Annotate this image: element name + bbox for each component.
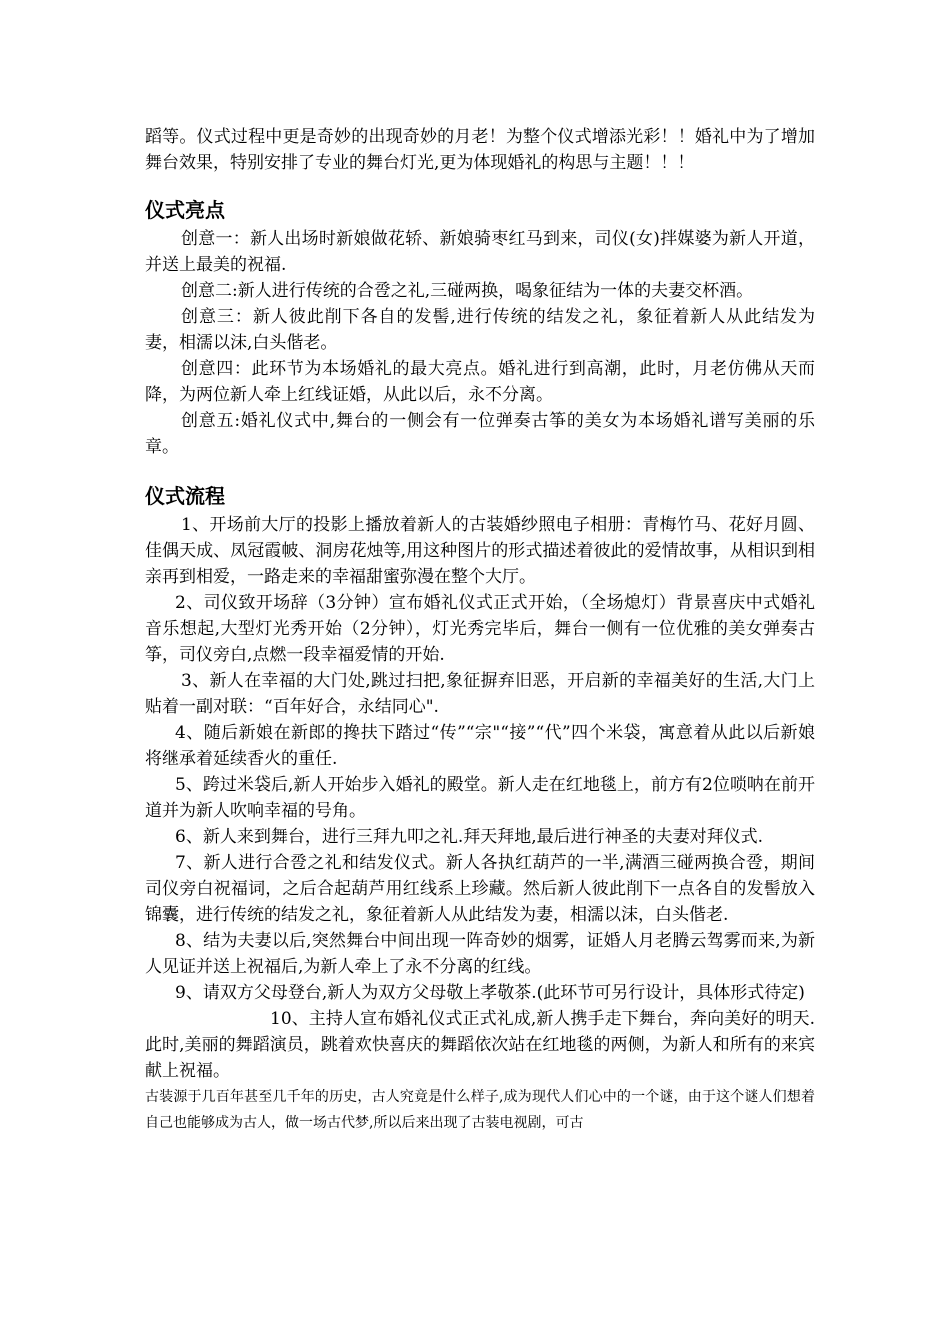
process-step: 3、新人在幸福的大门处,跳过扫把,象征摒弃旧恶，开启新的幸福美好的生活,大门上贴着一副对联：“百年好合，永结同心". [145, 671, 815, 717]
highlight-item: 创意三：新人彼此削下各自的发髻,进行传统的结发之礼，象征着新人从此结发为妻，相濡以沫,白头偕老。 [145, 307, 815, 353]
process-step: 9、请双方父母登台,新人为双方父母敬上孝敬茶.(此环节可另行设计，具体形式待定) [175, 983, 805, 1003]
highlight-item: 创意二:新人进行传统的合卺之礼,三碰两换，喝象征结为一体的夫妻交杯酒。 [181, 281, 754, 301]
highlight-item: 创意四：此环节为本场婚礼的最大亮点。婚礼进行到高潮，此时，月老仿佛从天而降，为两位新人牵上红线证婚，从此以后，永不分离。 [145, 359, 815, 405]
process-step: 4、随后新娘在新郎的搀扶下踏过“传”“宗"“接”“代”四个米袋，寓意着从此以后新娘将继承着延续香火的重任. [145, 723, 815, 769]
footer-paragraph: 古装源于几百年甚至几千年的历史，古人究竟是什么样子,成为现代人们心中的一个谜，由于这个谜人们想着自己也能够成为古人，做一场古代梦,所以后来出现了古装电视剧，可古 [145, 1089, 815, 1131]
highlights-heading: 仪式亮点 [145, 198, 225, 222]
intro-paragraph: 蹈等。仪式过程中更是奇妙的出现奇妙的月老！为整个仪式增添光彩！！婚礼中为了增加舞台效果，特别安排了专业的舞台灯光,更为体现婚礼的构思与主题！！！ [145, 127, 815, 173]
process-step: 2、司仪致开场辞（3分钟）宣布婚礼仪式正式开始，（全场熄灯）背景喜庆中式婚礼音乐想起,大型灯光秀开始（2分钟），灯光秀完毕后，舞台一侧有一位优雅的美女弹奏古筝，司仪旁白,点燃一段幸福爱情的开始. [145, 593, 815, 665]
highlight-item: 创意五:婚礼仪式中,舞台的一侧会有一位弹奏古筝的美女为本场婚礼谱写美丽的乐章。 [145, 411, 815, 457]
process-step: 1、开场前大厅的投影上播放着新人的古装婚纱照电子相册：青梅竹马、花好月圆、佳偶天成、凤冠霞帔、洞房花烛等,用这种图片的形式描述着彼此的爱情故事，从相识到相亲再到相爱，一路走来的幸福甜蜜弥漫在整个大厅。 [145, 515, 815, 587]
process-step: 6、新人来到舞台，进行三拜九叩之礼.拜天拜地,最后进行神圣的夫妻对拜仪式. [175, 827, 764, 847]
process-step: 10、主持人宣布婚礼仪式正式礼成,新人携手走下舞台，奔向美好的明天.此时,美丽的舞蹈演员，跳着欢快喜庆的舞蹈依次站在红地毯的两侧，为新人和所有的来宾献上祝福。 [145, 1009, 815, 1081]
process-step: 8、结为夫妻以后,突然舞台中间出现一阵奇妙的烟雾，证婚人月老腾云驾雾而来,为新人见证并送上祝福后,为新人牵上了永不分离的红线。 [145, 931, 815, 977]
highlight-item: 创意一：新人出场时新娘做花轿、新娘骑枣红马到来，司仪(女)拌媒婆为新人开道，并送上最美的祝福. [145, 229, 815, 275]
process-step: 7、新人进行合卺之礼和结发仪式。新人各执红葫芦的一半,满酒三碰两换合卺，期间司仪旁白祝福词，之后合起葫芦用红线系上珍藏。然后新人彼此削下一点各自的发髻放入锦囊，进行传统的结发之礼，象征着新人从此结发为妻，相濡以沫，白头偕老. [145, 853, 815, 925]
process-step: 5、跨过米袋后,新人开始步入婚礼的殿堂。新人走在红地毯上，前方有2位唢呐在前开道并为新人吹响幸福的号角。 [145, 775, 815, 821]
document-body [145, 124, 815, 1136]
process-heading: 仪式流程 [145, 484, 225, 508]
